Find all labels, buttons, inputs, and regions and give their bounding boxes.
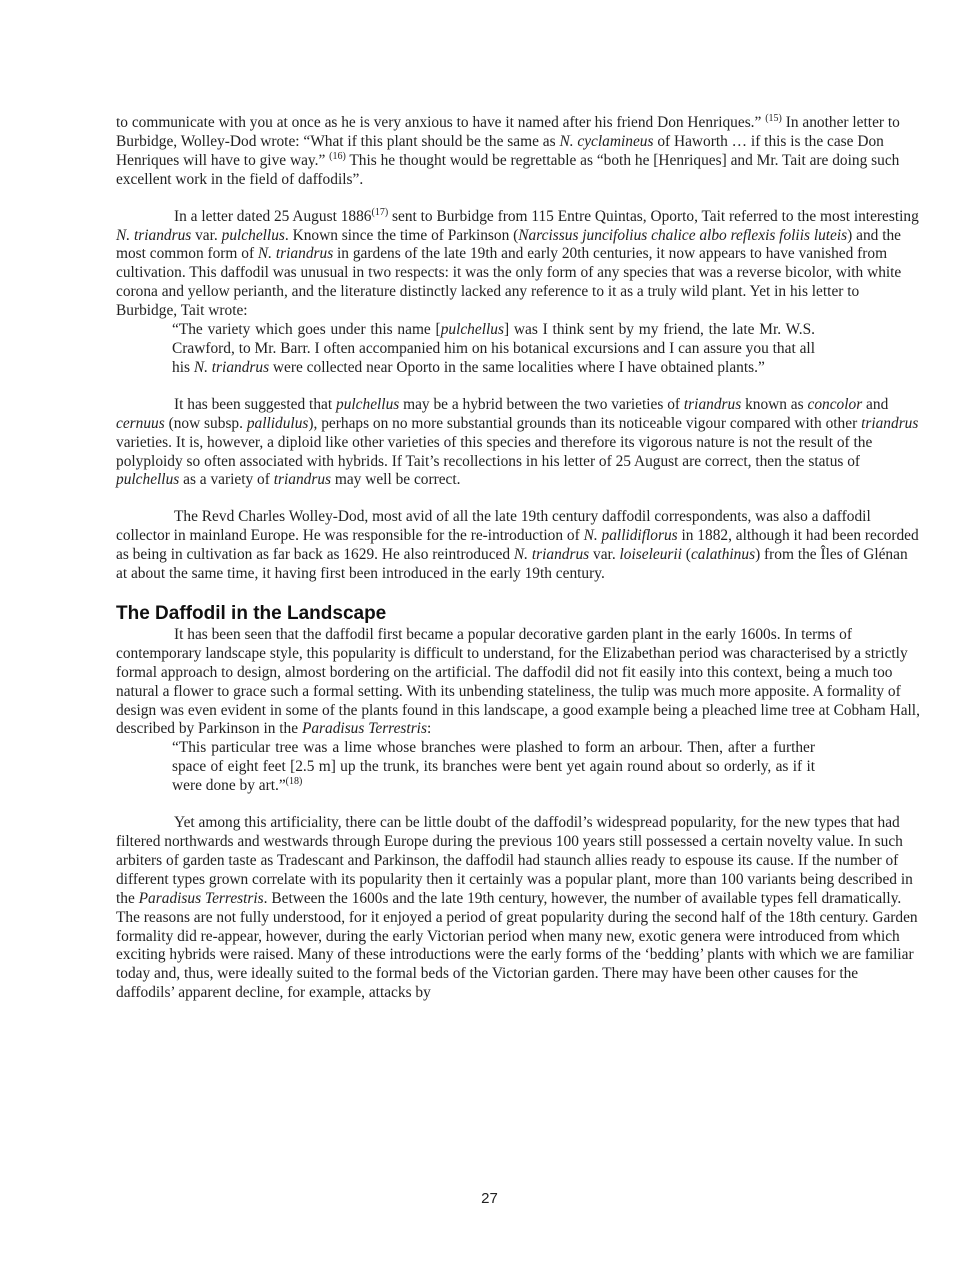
citation-ref: (15) [765,112,782,124]
text-run: This he thought would be regrettable as “both he [Henriques] and Mr. Tait are doing such excellent work in the field of daffodils”. [116,151,900,188]
text-run: It has been seen that the daffodil first became a popular decorative garden plant in the early 1600s. In terms of contemporary landscape style, this popularity is difficult to understand, for the Elizabethan period was characterised by a strictly formal approach to design, almost bordering on the artificial. The daffodil did not fit easily into this context, being a much too natural a flower to grace such a formal setting. With its unbending stateliness, the tulip was much more apposite. A formality of design was even evident in some of the plants found in this landscape, a good example being a pleached lime tree at Cobham Hall, described by Parkinson in the [116,625,920,738]
italic-term: Paradisus Terrestris [301,720,427,738]
text-run: Yet among this artificiality, there can be little doubt of the daffodil’s widespread popularity, for the new types that had filtered northwards and westwards through Europe during the previous 100 years still possessed a certain novelty value. In such arbiters of garden taste as Tradescant and Parkinson, the daffodil had staunch allies ready to espouse its cause. If the number of different types grown correlate with its popularity then it certainly was a popular plant, more than 100 variants being described in the [116,814,913,907]
text-run: as a variety of [179,471,274,489]
text-run: (now subsp. [164,414,247,432]
text-run: sent to Burbidge from 115 Entre Quintas, Oporto, Tait referred to the most interesting [388,207,919,225]
text-run: and [862,395,889,413]
citation-ref: (18) [285,776,303,788]
text-run: to communicate with you at once as he is very anxious to have it named after his friend Don Henriques.” [116,114,766,131]
text-run: ) from the Îles of Glénan at about the same time, it having first been introduced in the early 19th century. [116,546,908,583]
text-run: ), perhaps on no more substantial grounds than its noticeable vigour compared with other [308,414,862,432]
text-run: . Between the 1600s and the late 19th century, however, the number of available types fell dramatically. The reasons are not fully understood, for it enjoyed a period of great popularity during the second half of the 18th century. Garden formality did re-appear, however, during the early Victorian period when many new, exotic genera were introduced from which exciting hybrids were raised. Many of these introductions were the early forms of the ‘bedding’ plants with which we are familiar today and, thus, were ideally suited to the formal beds of the Victorian garden. There may have been other causes for the daffodils’ apparent decline, for example, attacks by [116,889,918,1002]
italic-term: concolor [807,395,863,413]
text-run: ) and the most common form of [116,226,902,263]
italic-term: triandrus [861,414,919,432]
text-run: varieties. It is, however, a diploid like other varieties of this species and therefore its vigorous nature is not the result of the polyploidy so often associated with hybrids. If Tait’s recollections in his letter of 25 August are correct, then the status of [116,433,873,470]
page-number: 27 [481,1190,498,1207]
italic-term: N. triandrus [257,245,334,263]
italic-term: loiseleurii [619,546,682,564]
text-run: in gardens of the late 19th and early 20th centuries, it now appears to have vanished from cultivation. This daffodil was unusual in two respects: it was the only form of any species that was a reverse bicolor, with white corona and yellow perianth, and the literature distinctly lacked any reference to it as a truly wild plant. Yet in his letter to Burbidge, Tait wrote: [116,245,902,320]
italic-term: N. pallidiflorus [583,527,678,545]
block-quote-tait [172,321,815,378]
text-run: It has been suggested that [174,395,336,413]
text-run: “The variety which goes under this name [ [172,321,441,339]
block-quote-parkinson [172,739,815,796]
section-heading: The Daffodil in the Landscape [116,602,387,624]
text-run: of Haworth … if this is the case Don Henriques will have to give way.” [116,132,884,169]
italic-term: pallidulus [246,414,309,432]
italic-term: N. triandrus [193,358,270,376]
text-run: var. [589,546,620,564]
text-run: ( [681,546,691,564]
italic-term: cernuus [116,414,165,432]
citation-ref: (16) [329,150,346,162]
italic-term: N. triandrus [513,546,590,564]
italic-term: Paradisus Terrestris [138,889,264,907]
paragraph-popularity [116,814,920,1003]
text-run: In another letter to Burbidge, Wolley-Dod wrote: “What if this plant should be the same as [116,114,900,150]
italic-term: pulchellus [221,226,285,244]
paragraph-pulchellus-hybrid [116,396,920,491]
text-run: In a letter dated 25 August 1886 [174,207,372,225]
document-page [116,114,920,1021]
italic-term: pulchellus [336,395,400,413]
text-run: ] was I think sent by my friend, the late Mr. W.S. Crawford, to Mr. Barr. I often accompanied him on his botanical excursions and I can assure you that all his [172,321,815,376]
italic-term: triandrus [683,395,742,413]
text-run: known as [741,395,808,413]
text-run: may be a hybrid between the two varieties of [399,395,684,413]
text-run: “This particular tree was a lime whose branches were plashed to form an arbour. Then, after a further space of eight feet [2.5 m] up the trunk, its branches were bent yet again round about so orderly, as if it were done by art.” [172,739,815,795]
paragraph-wolley-dod [116,508,920,584]
text-run: were collected near Oporto in the same localities where I have obtained plants.” [269,358,765,376]
text-run: may well be correct. [331,471,461,489]
citation-ref: (17) [371,206,389,218]
text-run: The Revd Charles Wolley-Dod, most avid of all the late 19th century daffodil correspondents, was also a daffodil collector in mainland Europe. He was responsible for the re-introduction of [116,508,871,545]
italic-term: N. triandrus [116,226,192,244]
italic-term: Narcissus juncifolius chalice albo reflexis foliis luteis [518,226,848,244]
paragraph-tait-letter [116,208,920,321]
italic-term: calathinus [690,546,756,564]
text-run: : [426,720,432,738]
text-run: var. [191,226,222,244]
italic-term: triandrus [273,471,332,489]
italic-term: pulchellus [440,321,504,339]
italic-term: pulchellus [116,471,180,489]
italic-term: N. cyclamineus [559,132,654,150]
text-run: . Known since the time of Parkinson ( [284,226,519,244]
text-run: in 1882, although it had been recorded as being in cultivation as far back as 1629. He also reintroduced [116,527,919,564]
paragraph-landscape-style [116,626,920,739]
paragraph-henriques [116,114,920,190]
